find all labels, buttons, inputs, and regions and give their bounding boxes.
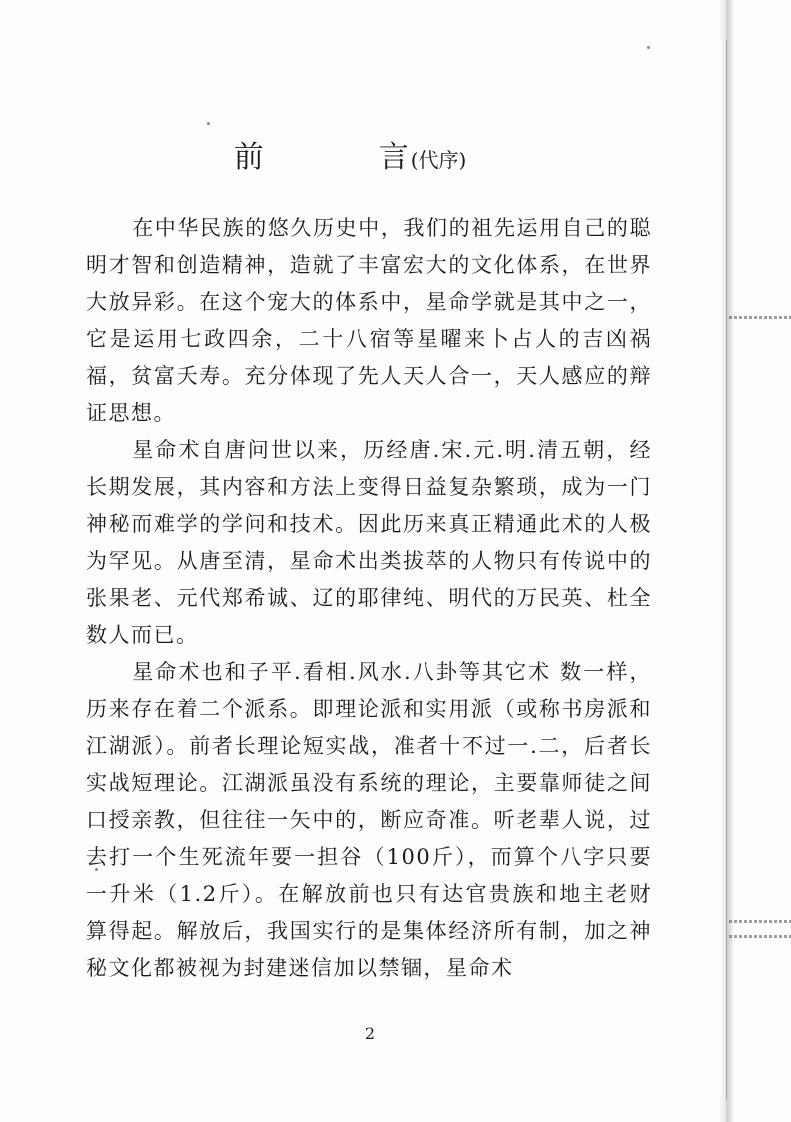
edge-mark xyxy=(729,920,791,923)
title-subtitle: (代序) xyxy=(410,148,467,172)
title-char-2: 言 xyxy=(378,140,409,175)
edge-mark xyxy=(729,935,791,938)
edge-mark xyxy=(729,316,791,319)
body-text xyxy=(86,210,652,987)
binding-edge-line xyxy=(726,40,727,1100)
page-title xyxy=(0,132,700,176)
paragraph: 星命术自唐问世以来，历经唐.宋.元.明.清五朝，经长期发展，其内容和方法上变得日益复杂繁琐，成为一门神秘而难学的学问和技术。因此历来真正精通此术的人极为罕见。从唐至清，星命术出类拔萃的人物只有传说中的张果老、元代郑希诚、辽的耶律纯、明代的万民英、杜全数人而已。 xyxy=(86,438,652,647)
paragraph: 在中华民族的悠久历史中，我们的祖先运用自己的聪明才智和创造精神，造就了丰富宏大的文化体系，在世界大放异彩。在这个宠大的体系中，星命学就是其中之一，它是运用七政四余，二十八宿等星曜来卜占人的吉凶祸福，贫富夭寿。充分体现了先人天人合一，天人感应的辩证思想。 xyxy=(86,216,652,425)
scan-speck xyxy=(207,122,210,125)
title-char-1: 前 xyxy=(233,140,264,175)
paragraph: 星命术也和子平.看相.风水.八卦等其它术 数一样，历来存在着二个派系。即理论派和实用派（或称书房派和江湖派）。前者长理论短实战，准者十不过一.二，后者长实战短理论。江湖派虽没有系统的理论，主要靠师徒之间口授亲教，但往往一矢中的，断应奇准。听老辈人说，过去打一个生死流年要一担谷（100斤），而算个八字只要一升米（1.2斤）。在解放前也只有达官贵族和地主老财算得起。解放后，我国实行的是集体经济所有制，加之神秘文化都被视为封建迷信加以禁锢，星命术 xyxy=(86,660,652,980)
scan-speck xyxy=(647,46,650,49)
page-number: 2 xyxy=(364,1024,376,1043)
